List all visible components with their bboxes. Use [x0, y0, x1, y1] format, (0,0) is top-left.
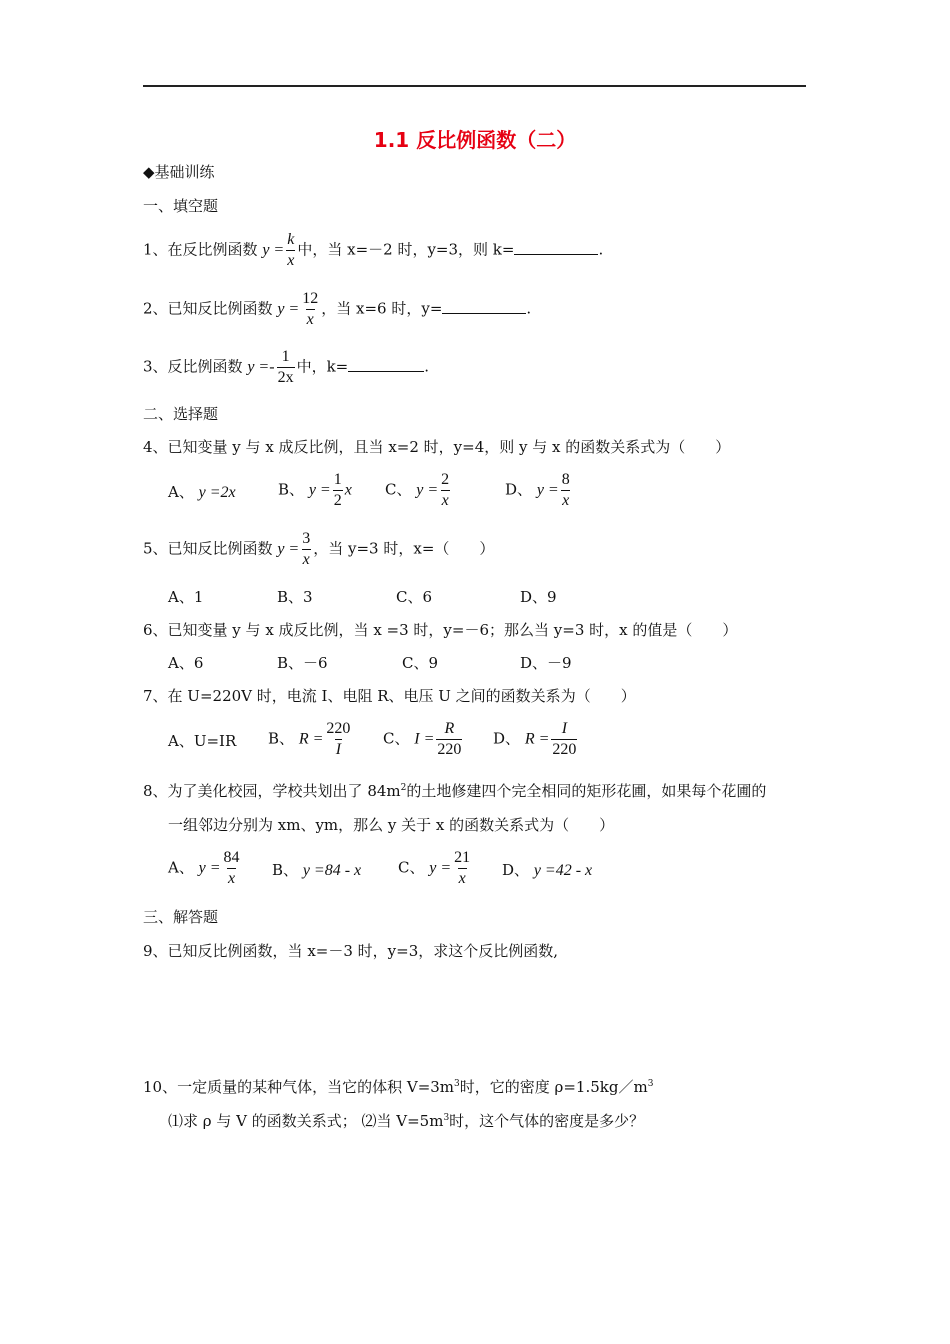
q7-option-a[interactable]: A、U=IR: [168, 732, 237, 750]
header-rule: [143, 85, 806, 87]
q3-text-a: 3、反比例函数: [143, 357, 243, 376]
q1-denominator: x: [287, 252, 295, 269]
q8-a-label: A、: [168, 858, 194, 877]
q1-answer-blank[interactable]: [514, 240, 598, 255]
q10-line2-a: ⑴求 ρ 与 V 的函数关系式； ⑵当 V=5m: [168, 1112, 444, 1130]
q3-denominator: 2x: [277, 369, 294, 386]
question-1: [143, 232, 603, 269]
section-basic-label: ◆基础训练: [143, 163, 215, 181]
q7-c-denominator: 220: [437, 741, 462, 758]
q8-c-denominator: x: [458, 870, 466, 887]
q4-d-numerator: 8: [561, 471, 570, 488]
q6-option-a[interactable]: A、6: [168, 654, 204, 672]
q3-numerator: 1: [281, 348, 290, 365]
question-8-line-1: [143, 778, 766, 801]
q7-b-label: B、: [268, 729, 295, 748]
question-4: 4、已知变量 y 与 x 成反比例，且当 x=2 时，y=4，则 y 与 x 的函数关系式为（ ）: [143, 438, 731, 456]
q4-b-denominator: 2: [333, 492, 342, 509]
question-7: 7、在 U=220V 时，电流 I、电阻 R、电压 U 之间的函数关系为（ ）: [143, 687, 636, 705]
q4-b-lhs: y =: [308, 481, 331, 499]
q1-lhs: y =: [262, 241, 285, 259]
q8-text-b: 的土地修建四个完全相同的矩形花圃，如果每个花圃的: [406, 782, 767, 800]
q3-fraction: [277, 349, 295, 386]
q4-option-a[interactable]: [168, 482, 236, 503]
question-3: [143, 349, 429, 386]
q2-lhs: y =: [277, 300, 300, 318]
q7-option-c[interactable]: [383, 721, 464, 758]
answer-heading: 三、解答题: [143, 908, 219, 926]
q10-superscript-2: 3: [647, 1079, 654, 1089]
q5-option-d[interactable]: D、9: [520, 588, 557, 606]
q7-d-label: D、: [493, 729, 521, 748]
q5-text-b: ，当 y=3 时，x=（ ）: [313, 539, 495, 558]
q4-c-label: C、: [385, 480, 412, 499]
q8-b-label: B、: [272, 861, 299, 879]
q4-option-d[interactable]: [505, 472, 573, 509]
q7-d-numerator: I: [561, 720, 568, 737]
q5-option-c[interactable]: C、6: [396, 588, 433, 606]
q7-b-numerator: 220: [326, 720, 351, 737]
q10-superscript-3: 3: [443, 1113, 450, 1123]
q4-option-c[interactable]: [385, 472, 452, 509]
q6-option-b[interactable]: B、－6: [277, 654, 328, 672]
q4-c-denominator: x: [441, 492, 449, 509]
q8-d-label: D、: [502, 861, 530, 879]
q2-fraction: [301, 291, 319, 328]
q8-option-b[interactable]: [272, 860, 361, 881]
q5-denominator: x: [302, 551, 310, 568]
q7-c-label: C、: [383, 729, 410, 748]
q10-text-b: 时，它的密度 ρ=1.5kg／m: [459, 1078, 648, 1096]
q8-option-a[interactable]: [168, 850, 243, 887]
q4-b-fraction: [333, 472, 343, 509]
choice-heading: 二、选择题: [143, 405, 219, 423]
q3-answer-blank[interactable]: [348, 357, 424, 372]
q5-fraction: [301, 531, 311, 568]
q7-option-b[interactable]: [268, 721, 353, 758]
q5-numerator: 3: [302, 530, 311, 547]
q5-text-a: 5、已知反比例函数: [143, 539, 273, 558]
q2-end: .: [526, 299, 532, 318]
q5-option-a[interactable]: A、1: [168, 588, 204, 606]
q4-b-tail: x: [344, 481, 352, 499]
q1-fraction: [286, 232, 295, 269]
q8-a-denominator: x: [227, 870, 236, 887]
q4-a-expr: y =2x: [198, 484, 236, 501]
q8-b-expr: y =84 - x: [302, 862, 362, 879]
q2-text-a: 2、已知反比例函数: [143, 299, 273, 318]
q1-end: .: [598, 240, 604, 259]
q2-denominator: x: [306, 311, 314, 328]
q7-d-fraction: [551, 721, 577, 758]
q2-text-b: ，当 x=6 时，y=: [321, 299, 443, 318]
q1-text-a: 1、在反比例函数: [143, 240, 258, 259]
q1-text-b: 中，当 x=－2 时，y=3，则 k=: [297, 240, 515, 259]
question-9: 9、已知反比例函数，当 x=－3 时，y=3，求这个反比例函数,: [143, 942, 559, 960]
q10-text-a: 10、一定质量的某种气体，当它的体积 V=3m: [143, 1078, 455, 1096]
q7-d-lhs: R =: [524, 730, 550, 748]
q2-numerator: 12: [302, 290, 319, 307]
q7-b-fraction: [325, 721, 351, 758]
q4-c-fraction: [440, 472, 450, 509]
q4-d-denominator: x: [562, 492, 570, 509]
question-10-line-1: [143, 1074, 653, 1097]
question-2: [143, 291, 531, 328]
q4-a-label: A、: [168, 483, 194, 501]
q6-option-c[interactable]: C、9: [402, 654, 439, 672]
q3-lhs: y =-: [247, 358, 275, 376]
q4-c-numerator: 2: [441, 471, 450, 488]
q5-option-b[interactable]: B、3: [277, 588, 313, 606]
q8-a-numerator: 84: [223, 849, 240, 866]
q8-c-label: C、: [398, 858, 425, 877]
q7-option-d[interactable]: [493, 721, 579, 758]
q10-line2-b: 时，这个气体的密度是多少？: [449, 1112, 645, 1130]
q7-b-lhs: R =: [298, 730, 324, 748]
q8-d-expr: y =42 - x: [533, 862, 593, 879]
q4-d-label: D、: [505, 480, 533, 499]
q8-a-fraction: [223, 850, 241, 887]
q7-b-denominator: I: [335, 741, 342, 758]
q4-c-lhs: y =: [416, 481, 439, 499]
question-6: 6、已知变量 y 与 x 成反比例，当 x =3 时，y=－6；那么当 y=3 时，x 的值是（ ）: [143, 621, 738, 639]
page-title: 1.1 反比例函数（二）: [373, 128, 577, 152]
question-5: [143, 531, 494, 568]
q3-end: .: [424, 357, 430, 376]
q4-b-label: B、: [278, 480, 305, 499]
q8-option-c[interactable]: [398, 850, 473, 887]
q10-superscript-1: 3: [454, 1079, 460, 1089]
question-8-line-2: 一组邻边分别为 xm、ym，那么 y 关于 x 的函数关系式为（ ）: [168, 816, 615, 834]
q4-option-b[interactable]: [278, 472, 352, 509]
q8-c-fraction: [453, 850, 471, 887]
q7-c-numerator: R: [444, 720, 455, 737]
q8-superscript: 2: [400, 783, 407, 793]
question-10-line-2: [168, 1108, 644, 1131]
q3-text-b: 中，k=: [296, 357, 349, 376]
q8-option-d[interactable]: [502, 860, 592, 881]
q4-d-lhs: y =: [536, 481, 559, 499]
q4-d-fraction: [561, 472, 571, 509]
q7-c-lhs: I =: [414, 730, 435, 748]
q6-option-d[interactable]: D、－9: [520, 654, 572, 672]
q5-lhs: y =: [277, 540, 300, 558]
q8-text-a: 8、为了美化校园，学校共划出了 84m: [143, 782, 401, 800]
section-basic: [143, 162, 215, 182]
q7-d-denominator: 220: [552, 741, 577, 758]
q8-c-lhs: y =: [429, 859, 452, 877]
q8-c-numerator: 21: [454, 849, 471, 866]
fill-heading: 一、填空题: [143, 197, 219, 215]
q2-answer-blank[interactable]: [442, 299, 526, 314]
q8-a-lhs: y =: [198, 859, 221, 877]
q7-c-fraction: [436, 721, 462, 758]
q4-b-numerator: 1: [333, 471, 342, 488]
q1-numerator: k: [287, 231, 295, 248]
